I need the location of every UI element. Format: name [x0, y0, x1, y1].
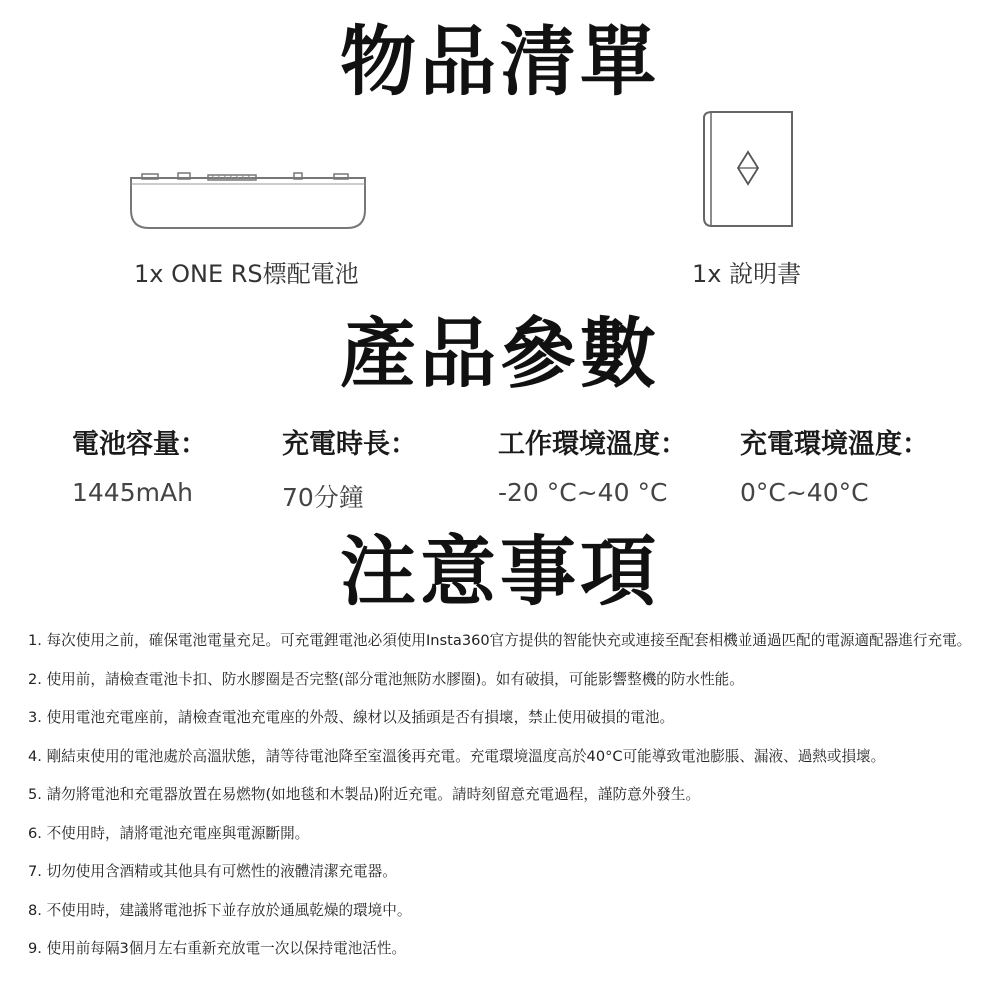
param-value-charging-temp: 0°C~40°C [740, 478, 869, 507]
note-item: 4. 剛結束使用的電池處於高溫狀態，請等待電池降至室溫後再充電。充電環境溫度高於40°C可能導致電池膨脹、漏液、過熱或損壞。 [28, 747, 886, 765]
item-label-battery: 1x ONE RS標配電池 [134, 260, 359, 288]
param-label-charge-time: 充電時長： [282, 429, 417, 460]
battery-icon [128, 170, 368, 236]
manual-book-icon [702, 108, 798, 238]
note-item: 5. 請勿將電池和充電器放置在易燃物(如地毯和木製品)附近充電。請時刻留意充電過程，謹防意外發生。 [28, 786, 701, 803]
section-title-product-params: 產品參數 [340, 309, 660, 398]
note-item: 6. 不使用時，請將電池充電座與電源斷開。 [28, 824, 310, 842]
section-title-item-list: 物品清單 [340, 17, 660, 106]
note-item: 7. 切勿使用含酒精或其他具有可燃性的液體清潔充電器。 [28, 863, 397, 880]
param-value-capacity: 1445mAh [72, 478, 193, 507]
note-item: 8. 不使用時，建議將電池拆下並存放於通風乾燥的環境中。 [28, 901, 412, 919]
param-label-charging-temp: 充電環境溫度： [740, 429, 929, 460]
note-item: 3. 使用電池充電座前，請檢查電池充電座的外殼、線材以及插頭是否有損壞，禁止使用破損的電池。 [28, 709, 675, 726]
param-value-charge-time: 70分鐘 [282, 483, 364, 512]
notes-list [28, 630, 990, 977]
section-title-notes: 注意事項 [340, 527, 660, 616]
param-label-working-temp: 工作環境溫度： [498, 429, 687, 460]
param-label-capacity: 電池容量： [72, 429, 207, 460]
param-value-working-temp: -20 °C~40 °C [498, 478, 668, 507]
item-label-manual: 1x 說明書 [692, 260, 802, 288]
note-item: 2. 使用前，請檢查電池卡扣、防水膠圈是否完整(部分電池無防水膠圈)。如有破損，可能影響整機的防水性能。 [28, 670, 744, 688]
note-item: 9. 使用前每隔3個月左右重新充放電一次以保持電池活性。 [28, 940, 407, 957]
note-item: 1. 每次使用之前，確保電池電量充足。可充電鋰電池必須使用Insta360官方提供的智能快充或連接至配套相機並通過匹配的電源適配器進行充電。 [28, 632, 972, 649]
